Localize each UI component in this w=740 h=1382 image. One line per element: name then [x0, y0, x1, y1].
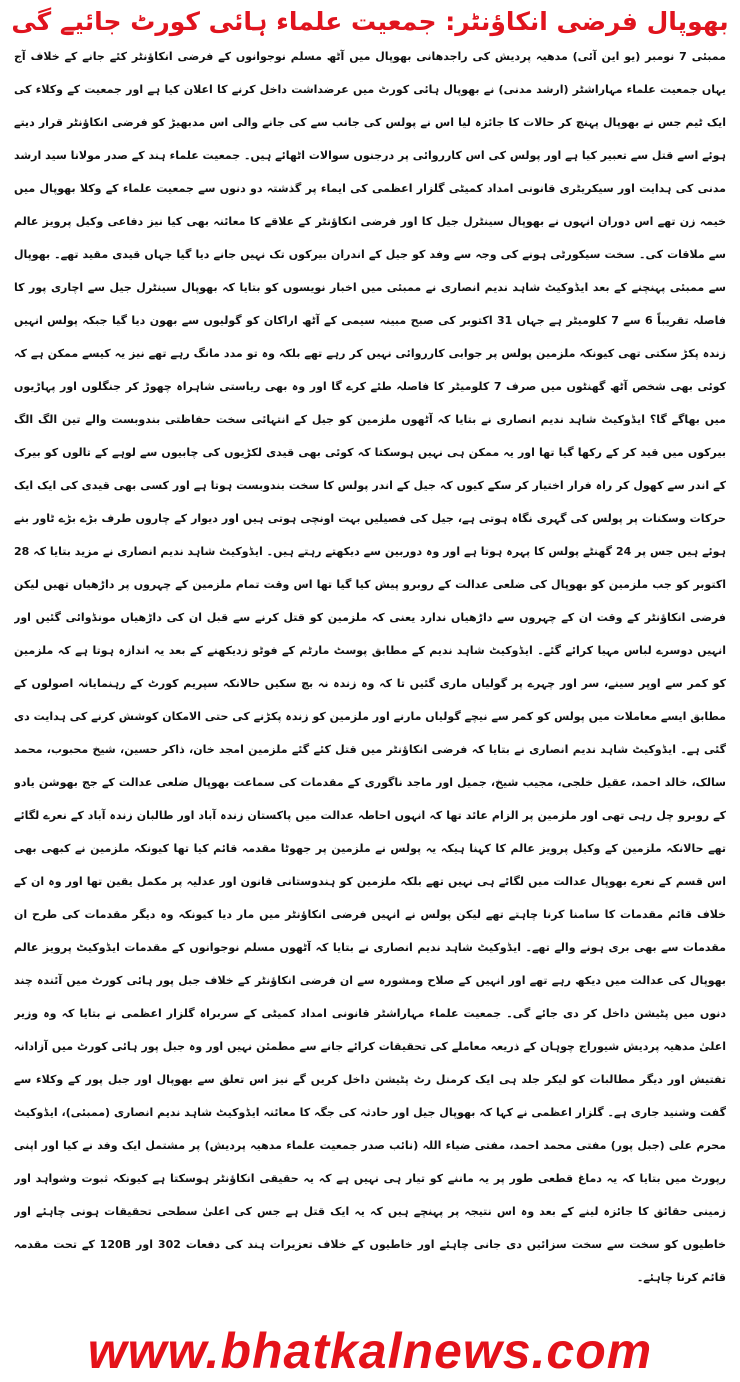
article-body: ممبئی 7 نومبر (یو این آئی) مدھیہ پردیش کی راجدھانی بھوپال میں آٹھ مسلم نوجوانوں کے فرضی انکاؤنٹر کئے جانے کے خلاف آج یہاں جمعیت علماء مہاراشٹر (ارشد مدنی) نے بھوپال ہائی کورٹ میں عرضداشت داخل کرنے کا اعلان کیا ہے اور جمعیت کے وکلاء کی ایک ٹیم جس نے بھوپال پہنچ کر حالات کا جائزہ لیا اس نے پولس کی جانب سے کی جانے والی اس مدبھیڑ کو فرضی انکاؤنٹر قرار دیتے ہوئے اسے قتل سے تعبیر کیا ہے اور پولس کی اس کارروائی پر درجنوں سوالات اٹھائے ہیں۔ جمعیت علماء ہند کے صدر مولانا سید ارشد مدنی کی ہدایت اور سیکریٹری قانونی امداد کمیٹی گلزار اعظمی کی ایماء پر گذشتہ دو دنوں سے جمعیت علماء کے وکلا بھوپال میں خیمہ زن تھے اس دوران انہوں نے بھوپال سینٹرل جیل کا اور فرضی انکاؤنٹر کے علاقے کا معائنہ بھی کیا نیز دفاعی وکیل پرویز عالم سے ملاقات کی۔ سخت سیکورٹی ہونے کی وجہ سے وفد کو جیل کے اندران بیرکوں تک نہیں جانے دیا گیا جہاں قیدی مقید تھے۔ بھوپال سے ممبئی پہنچنے کے بعد ایڈوکیٹ شاہد ندیم انصاری نے ممبئی میں اخبار نویسوں کو بتایا کہ بھوپال سینٹرل جیل سے اچاری پور کا فاصلہ تقریباً 6 سے 7 کلومیٹر ہے جہاں 31 اکتوبر کی صبح مبینہ سیمی کے آٹھ اراکان کو گولیوں سے بھون دیا گیا جبکہ پولس انہیں زندہ پکڑ سکتی تھی کیونکہ ملزمین پولس پر جوابی کارروائی نہیں کر رہے تھے بلکہ وہ تو مدد مانگ رہے تھے نیز یہ کیسے ممکن ہے کہ کوئی بھی شخص آٹھ گھنٹوں میں صرف 7 کلومیٹر کا فاصلہ طئے کرے گا اور وہ بھی ریاستی شاہراہ چھوڑ کر جنگلوں اور پہاڑیوں میں بھاگے گا؟ ایڈوکیٹ شاہد ندیم انصاری نے بتایا کہ آٹھوں ملزمین کو جیل کے انتہائی سخت حفاظتی بندوبست والے تین الگ الگ بیرکوں میں قید کر کے رکھا گیا تھا اور یہ ممکن ہی نہیں ہوسکتا کہ کوئی بھی قیدی لکڑیوں کی چابیوں سے لوہے کے تالوں کو بیرک کے اندر سے کھول کر راہ فرار اختیار کر سکے کیوں کہ جیل کے اندر پولس کا سخت بندوبست ہوتا ہے اور کسی بھی قیدی کی ایک ایک حرکات وسکنات پر پولس کی گہری نگاہ ہوتی ہے، جیل کی فصیلیں بہت اونچی ہوتی ہیں اور دیوار کے چاروں طرف بڑے بڑے ٹاور بنے ہوئے ہیں جس پر 24 گھنٹے پولس کا پہرہ ہوتا ہے اور وہ دوربین سے دیکھتے رہتے ہیں۔ ایڈوکیٹ شاہد ندیم انصاری نے مزید بتایا کہ 28 اکتوبر کو جب ملزمین کو بھوپال کی ضلعی عدالت کے روبرو پیش کیا گیا تھا اس وقت تمام ملزمین کے چہروں پر داڑھیاں تھیں لیکن فرضی انکاؤنٹر کے وقت ان کے چہروں سے داڑھیاں ندارد یعنی کہ ملزمین کو قتل کرنے سے قبل ان کی داڑھیاں مونڈوائی گئیں اور انہیں دوسرے لباس مہیا کرائے گئے۔ ایڈوکیٹ شاہد ندیم کے مطابق پوسٹ مارٹم کے فوٹو زدیکھنے کے بعد یہ اندازہ ہوتا ہے کہ ملزمین کو کمر سے اوپر سینے، سر اور چہرے پر گولیاں ماری گئیں تا کہ وہ زندہ نہ بچ سکیں حالانکہ سپریم کورٹ کے رہنمایانہ اصولوں کے مطابق ایسے معاملات میں پولس کو کمر سے نیچے گولیاں مارنے اور ملزمین کو زندہ پکڑنے کی حتی الامکان کوشش کرنے کی ہدایت دی گئی ہے۔ ایڈوکیٹ شاہد ندیم انصاری نے بتایا کہ فرضی انکاؤنٹر میں قتل کئے گئے ملزمین امجد خان، ذاکر حسین، شیخ محبوب، محمد سالک، خالد احمد، عقیل خلجی، مجیب شیخ، جمیل اور ماجد ناگوری کے مقدمات کی سماعت بھوپال ضلعی عدالت کے جج بھوشن یادو کے روبرو چل رہی تھی اور ملزمین پر الزام عائد تھا کہ انہوں احاطہ عدالت میں پاکستان زندہ آباد اور طالبان زندہ آباد کے نعرے لگائے تھے حالانکہ ملزمین کے وکیل پرویز عالم کا کہنا ہیکہ یہ پولس نے ملزمین پر جھوٹا مقدمہ قائم کیا تھا کیونکہ ملزمین نے کبھی بھی اس قسم کے نعرے بھوپال عدالت میں لگائے ہی نہیں تھے بلکہ ملزمین کو ہندوستانی قانون اور عدلیہ پر مکمل یقین تھا اور وہ ان کے خلاف قائم مقدمات کا سامنا کرنا چاہتے تھے لیکن پولس نے انہیں فرضی انکاؤنٹر میں مار دیا کیونکہ وہ دیگر مقدمات کی طرح ان مقدمات سے بھی بری ہونے والے تھے۔ ایڈوکیٹ شاہد ندیم انصاری نے بتایا کہ آٹھوں مسلم نوجوانوں کے مقدمات ایڈوکیٹ پرویز عالم بھوپال کی عدالت میں دیکھ رہے تھے اور انہیں کے صلاح ومشورہ سے ان فرضی انکاؤنٹر کے خلاف جبل پور ہائی کورٹ میں آئندہ چند دنوں میں پٹیشن داخل کر دی جائے گی۔ جمعیت علماء مہاراشٹر قانونی امداد کمیٹی کے سربراہ گلزار اعظمی نے بتایا کہ وہ وزیر اعلیٰ مدھیہ پردیش شیوراج چوہان کے ذریعہ معاملے کی تحقیقات کرائے جانے سے مطمئن نہیں اور وہ جبل پور ہائی کورٹ میں آزادانہ تفتیش اور دیگر مطالبات کو لیکر جلد ہی ایک کرمنل رٹ پٹیشن داخل کریں گے نیز اس تعلق سے بھوپال اور جبل پور کے وکلاء سے گفت وشنید جاری ہے۔ گلزار اعظمی نے کہا کہ بھوپال جیل اور حادثہ کی جگہ کا معائنہ ایڈوکیٹ شاہد ندیم انصاری (ممبئی)، ایڈوکیٹ محرم علی (جبل پور) مفتی محمد احمد، مفتی ضیاء اللہ (نائب صدر جمعیت علماء مدھیہ پردیش) پر مشتمل ایک وفد نے کیا اور اپنی رپورٹ میں بتایا کہ یہ دماغ قطعی طور پر یہ ماننے کو تیار ہی نہیں ہے کہ یہ حقیقی انکاؤنٹر ہوسکتا ہے کیونکہ ثبوت وشواہد اور زمینی حقائق کا جائزہ لینے کے بعد وہ اس نتیجہ پر پہنچے ہیں کہ یہ ایک قتل ہے جس کی اعلیٰ سطحی تحقیقات ہونی چاہئے اور خاطیوں کو سخت سے سخت سزائیں دی جانی چاہئے اور خاطیوں کے خلاف تعزیرات ہند کی دفعات 302 اور 120B کے تحت مقدمہ قائم کرنا چاہئے۔ [14, 50, 726, 1284]
footer-website-url[interactable]: www.bhatkalnews.com [87, 1323, 653, 1379]
headline: بھوپال فرضی انکاؤنٹر: جمعیت علماء ہائی کورٹ جائیے گی [11, 7, 729, 36]
